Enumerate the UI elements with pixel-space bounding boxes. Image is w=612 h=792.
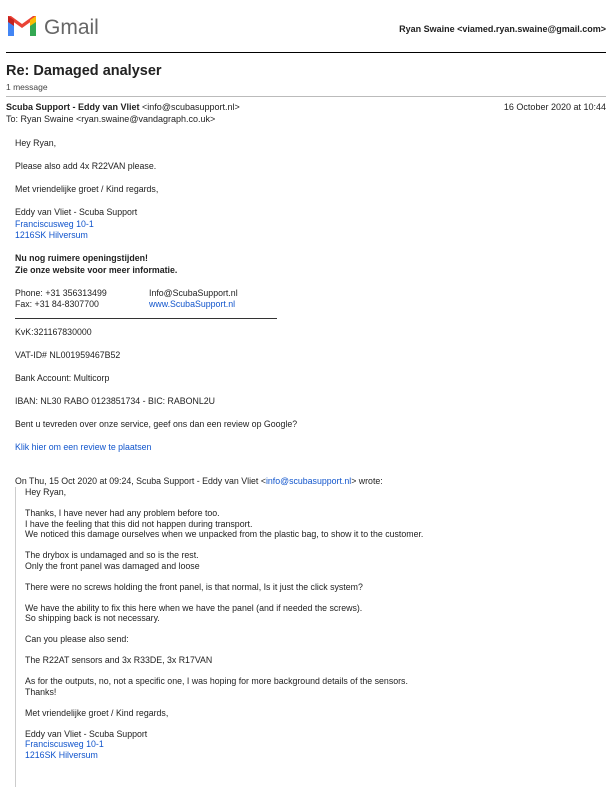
signature-kvk: KvK:321167830000 (15, 326, 92, 337)
quote-header (15, 476, 383, 486)
signature-website-link[interactable]: www.ScubaSupport.nl (149, 299, 236, 309)
gmail-logo-text: Gmail (44, 16, 99, 39)
quote-line: As for the outputs, no, not a specific one, I was hoping for more background details of the sensors. (25, 676, 408, 687)
signature-city-link[interactable]: 1216SK Hilversum (15, 230, 88, 240)
subject-divider (6, 96, 606, 97)
signature-name: Eddy van Vliet - Scuba Support (15, 207, 138, 217)
quote-greeting: Hey Ryan, (25, 487, 67, 497)
signature-fax: Fax: +31 84-8307700 (15, 299, 99, 309)
quoted-message (15, 487, 565, 787)
thread-subject: Re: Damaged analyser (6, 63, 162, 79)
quote-line: Thanks, I have never had any problem before too. (25, 507, 220, 518)
quote-street-link[interactable]: Franciscusweg 10-1 (25, 739, 104, 750)
header-divider (6, 52, 606, 53)
signature-iban: IBAN: NL30 RABO 0123851734 - BIC: RABONL2U (15, 395, 215, 406)
quote-line: Thanks! (25, 686, 57, 697)
quote-line: Only the front panel was damaged and loose (25, 560, 200, 571)
regards: Met vriendelijke groet / Kind regards, (15, 184, 159, 194)
message-body (15, 138, 575, 453)
recipient: To: Ryan Swaine <ryan.swaine@vandagraph.co.uk> (6, 114, 216, 124)
account-label: Ryan Swaine <viamed.ryan.swaine@gmail.com> (399, 24, 606, 34)
signature-vat: VAT-ID# NL001959467B52 (15, 349, 121, 360)
quote-city-link[interactable]: 1216SK Hilversum (25, 750, 98, 761)
quote-line: We noticed this damage ourselves when we unpacked from the plastic bag, to show it to the customer. (25, 529, 424, 540)
quote-header-text: On Thu, 15 Oct 2020 at 09:24, Scuba Support - Eddy van Vliet < (15, 476, 266, 486)
quote-signature-name: Eddy van Vliet - Scuba Support (25, 728, 148, 739)
message-date: 16 October 2020 at 10:44 (503, 102, 606, 112)
review-question: Bent u tevreden over onze service, geef ons dan een review op Google? (15, 418, 298, 429)
review-link[interactable]: Klik hier om een review te plaatsen (15, 441, 152, 452)
signature-email: Info@ScubaSupport.nl (149, 287, 238, 298)
sender (6, 102, 240, 112)
quote-line: There were no screws holding the front panel, is that normal, Is it just the click system? (25, 581, 363, 592)
quote-header-end: > wrote: (351, 476, 383, 486)
quote-line: The R22AT sensors and 3x R33DE, 3x R17VAN (25, 655, 213, 666)
signature-notice: Nu nog ruimere openingstijden! (15, 253, 148, 263)
signature-phone: Phone: +31 356313499 (15, 287, 107, 298)
quote-regards: Met vriendelijke groet / Kind regards, (25, 707, 169, 718)
signature-bank: Bank Account: Multicorp (15, 372, 110, 383)
signature-street-link[interactable]: Franciscusweg 10-1 (15, 218, 94, 229)
quote-line: We have the ability to fix this here when we have the panel (and if needed the screws). (25, 602, 363, 613)
sender-name: Scuba Support - Eddy van Vliet (6, 102, 140, 112)
signature-notice: Zie onze website voor meer informatie. (15, 264, 178, 275)
quote-line: I have the feeling that this did not happen during transport. (25, 518, 253, 529)
quote-line: So shipping back is not necessary. (25, 613, 160, 624)
sender-email: <info@scubasupport.nl> (142, 102, 240, 112)
quote-line: The drybox is undamaged and so is the rest. (25, 550, 199, 561)
quote-email-link[interactable]: info@scubasupport.nl (265, 476, 352, 486)
body-line: Please also add 4x R22VAN please. (15, 161, 157, 171)
message-count: 1 message (6, 82, 48, 92)
quote-line: Can you please also send: (25, 634, 129, 645)
greeting: Hey Ryan, (15, 138, 57, 148)
gmail-m-icon (6, 14, 38, 38)
gmail-logo[interactable] (6, 14, 116, 42)
